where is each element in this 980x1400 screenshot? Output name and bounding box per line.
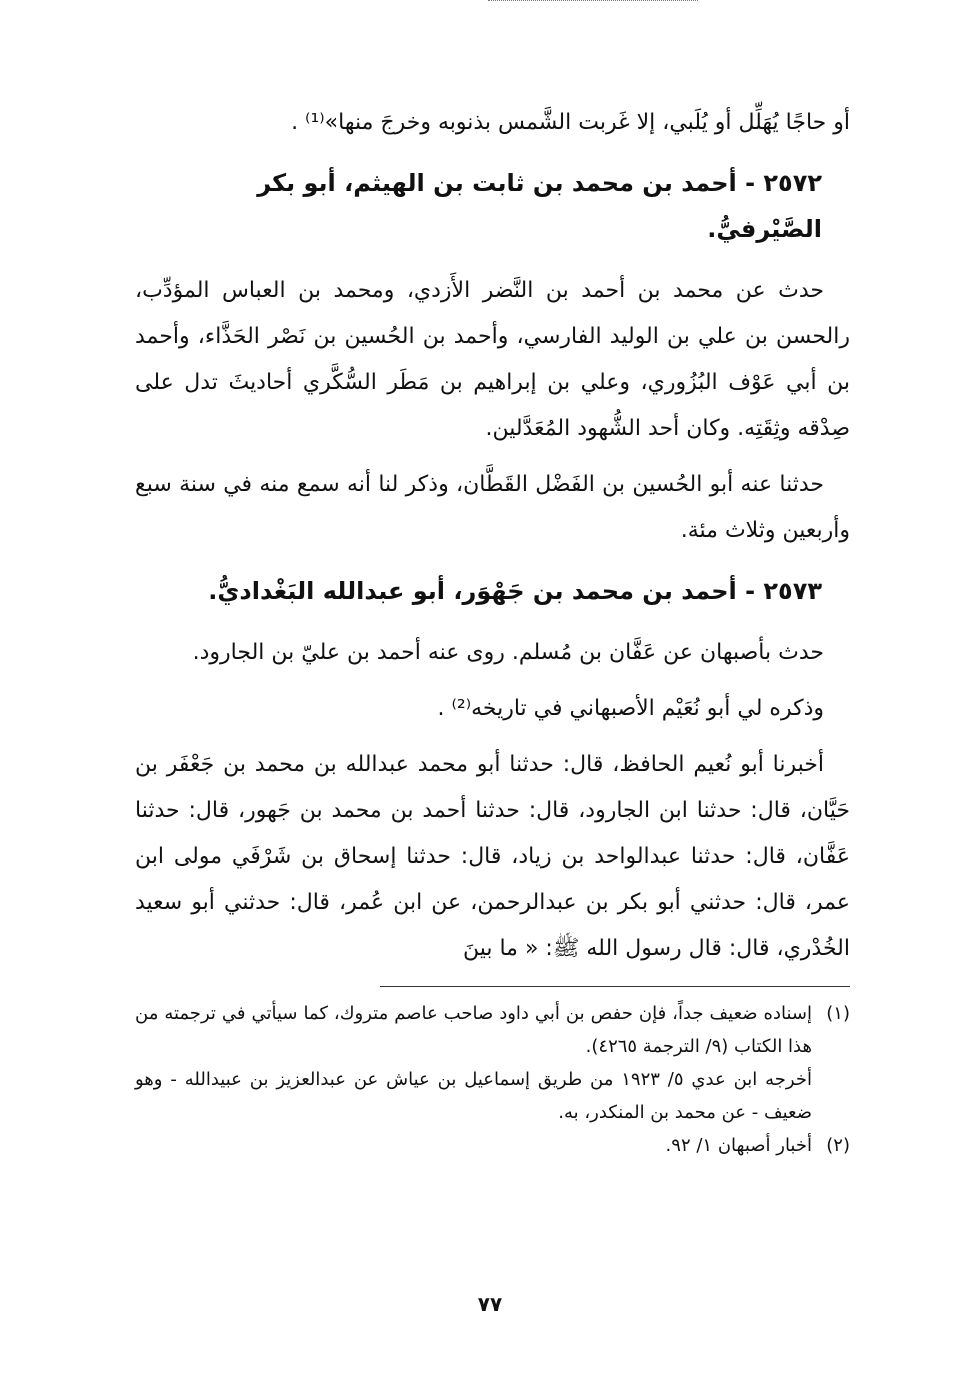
footnote-1-text: إسناده ضعيف جداً، فإن حفص بن أبي داود صاحب عاصم متروك، كما سيأتي في ترجمته من هذا الكتاب (٩/ الترجمة ٤٢٦٥). <box>135 1003 812 1057</box>
footnote-divider <box>380 986 850 987</box>
spacer <box>135 732 850 742</box>
paragraph-2573-isnad: أخبرنا أبو نُعيم الحافظ، قال: حدثنا أبو محمد عبدالله بن محمد بن جَعْفَر بن حَيَّان، قال: حدثنا ابن الجارود، قال: حدثنا أحمد بن محمد بن جَهور، قال: حدثنا عَفَّان، قال: حدثنا عبدالواحد بن زياد، قال: حدثنا إسحاق بن شَرْفَي مولى ابن عمر، قال: حدثني أبو بكر بن عبدالرحمن، عن ابن عُمر، قال: حدثني أبو سعيد الخُدْري، قال: قال رسول الله ﷺ: « ما بينَ <box>135 752 850 961</box>
spacer <box>135 676 850 686</box>
paragraph-continuation: أو حاجًا يُهَلِّل أو يُلَبي، إلا غَربت الشَّمس بذنوبه وخرجَ منها»⁽¹⁾ . <box>291 110 850 135</box>
footnote-2-text: أخبار أصبهان ١/ ٩٢. <box>665 1135 812 1156</box>
page-body <box>135 100 850 1162</box>
footnote-1-continuation: أخرجه ابن عدي ٥/ ١٩٢٣ من طريق إسماعيل بن عياش عن عبدالعزيز بن عبيدالله - وهو ضعيف - عن محمد بن المنكدر، به. <box>135 1069 812 1123</box>
footnotes <box>135 997 850 1162</box>
paragraph-2573-mention: وذكره لي أبو نُعَيْم الأصبهاني في تاريخه⁽²⁾ . <box>437 696 824 721</box>
footnote-1-number: (١) <box>826 1003 850 1024</box>
entry-heading-2572: ٢٥٧٢ - أحمد بن محمد بن ثابت بن الهيثم، أبو بكر الصَّيْرفيُّ. <box>257 169 822 243</box>
footnote-2-number: (٢) <box>826 1135 850 1156</box>
paragraph-2573-narrators: حدث بأصبهان عن عَفَّان بن مُسلم. روى عنه أحمد بن عليّ بن الجارود. <box>192 640 824 665</box>
entry-heading-2573: ٢٥٧٣ - أحمد بن محمد بن جَهْوَر، أبو عبدالله البَغْداديُّ. <box>208 577 822 605</box>
footnote-2 <box>135 1129 850 1162</box>
page-number: ٧٧ <box>477 1292 503 1316</box>
paragraph-2572-source: حدثنا عنه أبو الحُسين بن الفَضْل القَطَّان، وذكر لنا أنه سمع منه في سنة سبع وأربعين وثلاث مئة. <box>135 472 850 543</box>
top-scan-mark <box>488 0 698 5</box>
spacer <box>135 452 850 462</box>
paragraph-2572-narrators: حدث عن محمد بن أحمد بن النَّضر الأَزدي، ومحمد بن العباس المؤدِّب، رالحسن بن علي بن الوليد الفارسي، وأحمد بن الحُسين بن نَصْر الحَذَّاء، وأحمد بن أبي عَوْف البُزُوري، وعلي بن إبراهيم بن مَطَر السُّكَّري أحاديثَ تدل على صِدْقه وثِقَتِه. وكان أحد الشُّهود المُعَدَّلين. <box>135 278 850 441</box>
footnote-1 <box>135 997 850 1063</box>
